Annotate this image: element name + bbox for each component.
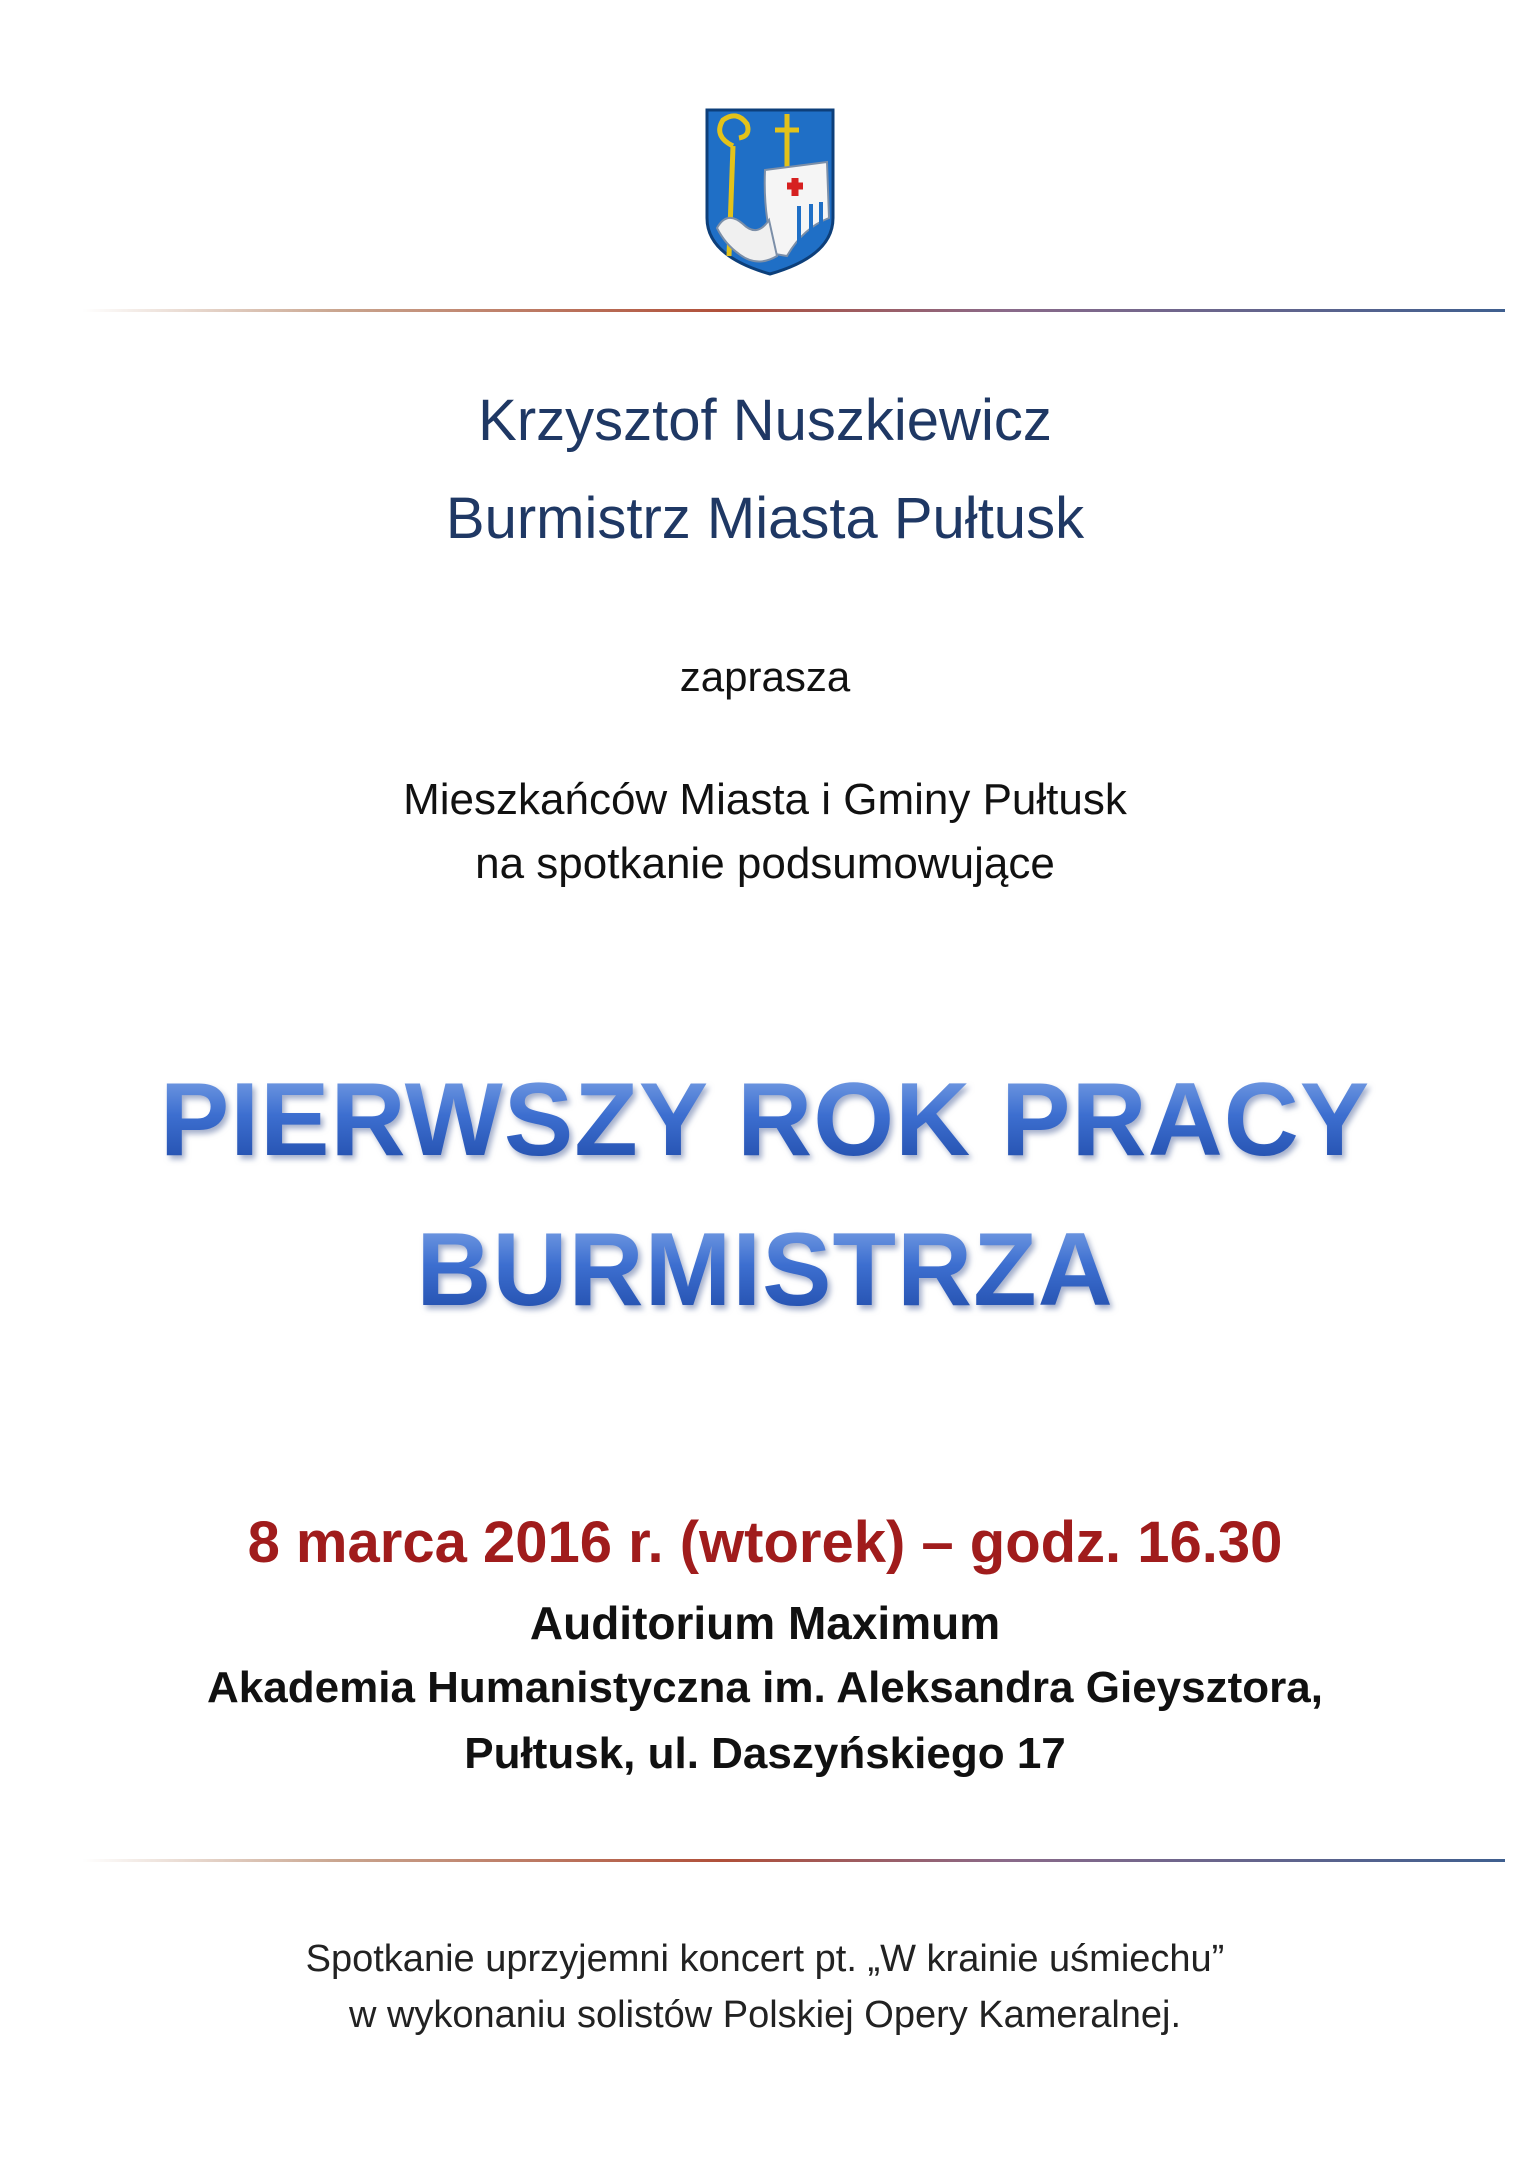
headline-line-2: BURMISTRZA [0, 1218, 1530, 1322]
author-office: Burmistrz Miasta Pułtusk [445, 486, 1085, 551]
city-coat-of-arms-icon [703, 106, 837, 278]
event-date: 8 marca 2016 r. (wtorek) – godz. 16.30 [247, 1510, 1283, 1575]
bottom-divider [82, 1859, 1505, 1862]
headline-line-1: PIERWSZY ROK PRACY [0, 1068, 1530, 1172]
top-divider [82, 309, 1505, 312]
invitation-verb: zaprasza [679, 653, 851, 700]
audience-line-1: Mieszkańców Miasta i Gminy Pułtusk [403, 775, 1127, 824]
venue-line-2: Akademia Humanistyczna im. Aleksandra Gieysztora, [207, 1663, 1323, 1712]
venue-line-1: Auditorium Maximum [529, 1597, 1001, 1649]
audience-line-2: na spotkanie podsumowujące [475, 839, 1055, 888]
concert-line-2: w wykonaniu solistów Polskiej Opery Kameralnej. [348, 1994, 1182, 2036]
author-name: Krzysztof Nuszkiewicz [478, 388, 1052, 453]
concert-line-1: Spotkanie uprzyjemni koncert pt. „W krainie uśmiechu” [305, 1938, 1225, 1980]
venue-line-3: Pułtusk, ul. Daszyńskiego 17 [464, 1729, 1066, 1778]
